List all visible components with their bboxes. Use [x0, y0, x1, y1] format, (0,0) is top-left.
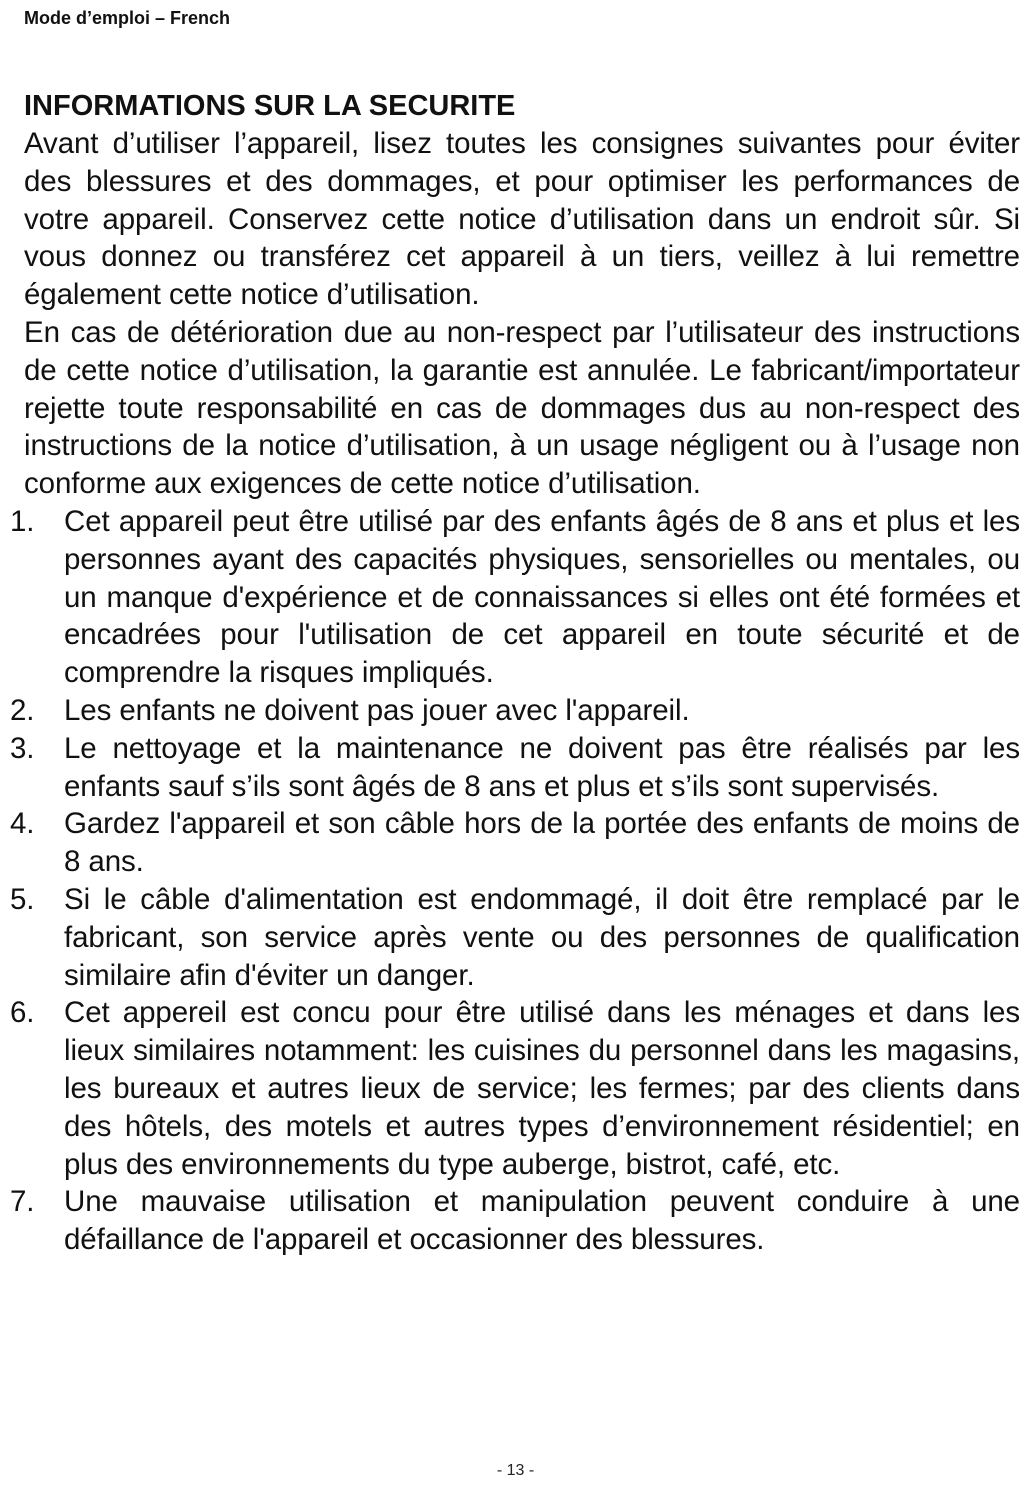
list-item-text: Cet appereil est concu pour être utilisé dans les ménages et dans les lieux similaires notamment: les cuisines du personnel dans les magasins, les bureaux et autres lieux de service; les fermes; par des clients dans des hôtels, des motels et autres types d’environnement résidentiel; en plus des environnements du type auberge, bistrot, café, etc.: [64, 996, 1020, 1181]
list-item: [10, 1183, 1020, 1259]
list-item-text: Si le câble d'alimentation est endommagé, il doit être remplacé par le fabricant, son service après vente ou des personnes de qualification similaire afin d'éviter un danger.: [64, 882, 1020, 992]
list-item-number: 5.: [10, 882, 35, 916]
safety-instructions-list: [10, 503, 1020, 1259]
list-item-number: 1.: [10, 504, 35, 538]
list-item-text: Gardez l'appareil et son câble hors de la portée des enfants de moins de 8 ans.: [64, 807, 1020, 879]
list-item-text: Une mauvaise utilisation et manipulation peuvent conduire à une défaillance de l'appareil et occasionner des blessures.: [64, 1185, 1020, 1257]
safety-section: [10, 88, 1020, 1259]
list-item-text: Le nettoyage et la maintenance ne doivent pas être réalisés par les enfants sauf s’ils sont âgés de 8 ans et plus et s’ils sont supervisés.: [64, 731, 1020, 803]
list-item: [10, 805, 1020, 881]
list-item: [10, 503, 1020, 692]
list-item-number: 2.: [10, 693, 35, 727]
list-item: [10, 692, 1020, 730]
list-item: [10, 730, 1020, 806]
list-item: [10, 994, 1020, 1183]
intro-paragraph-1: Avant d’utiliser l’appareil, lisez toutes les consignes suivantes pour éviter des blessures et des dommages, et pour optimiser les performances de votre appareil. Conservez cette notice d’utilisation dans un endroit sûr. Si vous donnez ou transférez cet appareil à un tiers, veillez à lui remettre également cette notice d’utilisation.: [24, 127, 1020, 312]
list-item: [10, 881, 1020, 994]
section-title: INFORMATIONS SUR LA SECURITE: [24, 90, 516, 122]
list-item-text: Les enfants ne doivent pas jouer avec l'appareil.: [64, 693, 690, 727]
page-number: - 13 -: [496, 1462, 535, 1479]
list-item-number: 4.: [10, 807, 35, 841]
list-item-number: 6.: [10, 996, 35, 1030]
document-header: Mode d’emploi – French: [24, 8, 231, 28]
list-item-number: 3.: [10, 731, 35, 765]
intro-paragraph-2: En cas de détérioration due au non-respect par l’utilisateur des instructions de cette notice d’utilisation, la garantie est annulée. Le fabricant/importateur rejette toute responsabilité en cas de dommages dus au non-respect des instructions de la notice d’utilisation, à un usage négligent ou à l’usage non conforme aux exigences de cette notice d’utilisation.: [24, 315, 1020, 501]
list-item-text: Cet appareil peut être utilisé par des enfants âgés de 8 ans et plus et les personnes ayant des capacités physiques, sensorielles ou mentales, ou un manque d'expérience et de connaissances si elles ont été formées et encadrées pour l'utilisation de cet appareil en toute sécurité et de comprendre la risques impliqués.: [64, 504, 1020, 690]
list-item-number: 7.: [10, 1185, 35, 1219]
